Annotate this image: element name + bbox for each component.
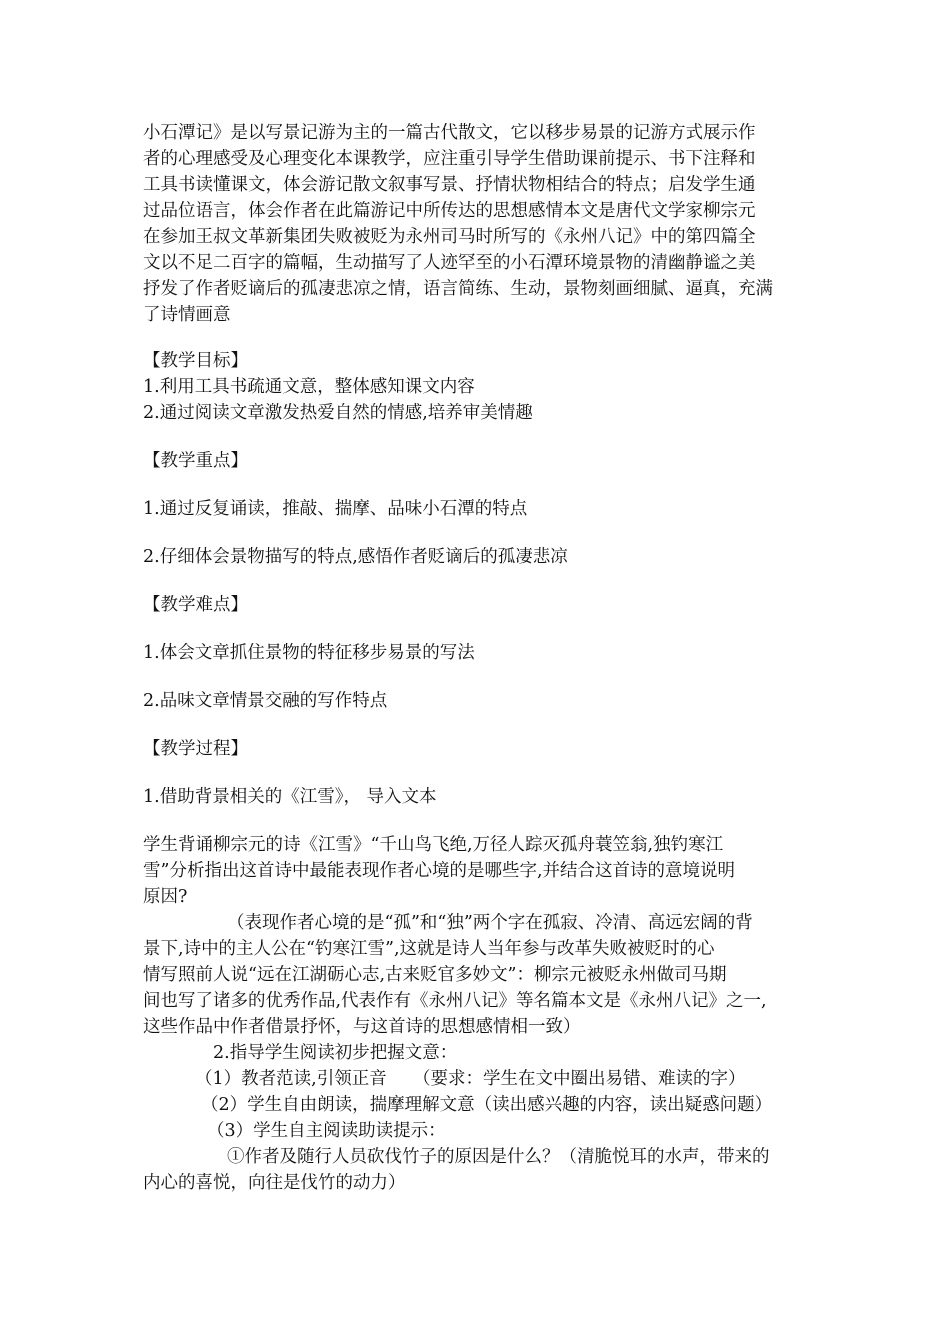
process-sub-1: （1）教者范读,引领正音 （要求：学生在文中圈出易错、难读的字） [195,1069,746,1089]
question-1-paragraph [143,1144,811,1196]
process-sub-3: （3）学生自主阅读助读提示： [207,1121,446,1141]
answer-line: 间也写了诸多的优秀作品,代表作有《永州八记》等名篇本文是《永州八记》之一, [143,991,767,1011]
intro-paragraph [143,120,811,328]
intro-line: 了诗情画意 [143,305,231,325]
intro-line: 在参加王叔文革新集团失败被贬为永州司马时所写的《永州八记》中的第四篇全 [143,227,756,247]
key-point-item: 2.仔细体会景物描写的特点,感悟作者贬谪后的孤凄悲凉 [143,547,568,567]
answer-line: （表现作者心境的是“孤”和“独”两个字在孤寂、冷清、高远宏阔的背 [227,913,753,933]
answer-paragraph [143,910,811,1040]
intro-line: 小石潭记》是以写景记游为主的一篇古代散文，它以移步易景的记游方式展示作 [143,123,756,143]
intro-line: 抒发了作者贬谪后的孤凄悲凉之情，语言简练、生动，景物刻画细腻、逼真，充满 [143,279,773,299]
process-step-1: 1.借助背景相关的《江雪》， 导入文本 [143,787,437,807]
difficulties-heading: 【教学难点】 [143,595,248,615]
question-line: 内心的喜悦，向往是伐竹的动力） [143,1173,406,1193]
key-point-item: 1.通过反复诵读，推敲、揣摩、品味小石潭的特点 [143,499,528,519]
process-sub-2: （2）学生自由朗读，揣摩理解文意（读出感兴趣的内容，读出疑惑问题） [201,1095,773,1115]
question-line: ①作者及随行人员砍伐竹子的原因是什么？（清脆悦耳的水声，带来的 [227,1147,770,1167]
intro-line: 文以不足二百字的篇幅，生动描写了人迹罕至的小石潭环境景物的清幽静谧之美 [143,253,756,273]
difficulty-item: 1.体会文章抓住景物的特征移步易景的写法 [143,643,475,663]
goal-item: 2.通过阅读文章激发热爱自然的情感,培养审美情趣 [143,403,533,423]
goal-item: 1.利用工具书疏通文意，整体感知课文内容 [143,377,475,397]
answer-line: 景下,诗中的主人公在“钓寒江雪”,这就是诗人当年参与改革失败被贬时的心 [143,939,715,959]
answer-line: 这些作品中作者借景抒怀，与这首诗的思想感情相一致） [143,1017,581,1037]
difficulty-item: 2.品味文章情景交融的写作特点 [143,691,388,711]
intro-line: 者的心理感受及心理变化本课教学，应注重引导学生借助课前提示、书下注释和 [143,149,756,169]
process-heading: 【教学过程】 [143,739,248,759]
recite-line: 原因? [143,887,188,907]
document-page [143,120,811,1196]
recite-line: 雪”分析指出这首诗中最能表现作者心境的是哪些字,并结合这首诗的意境说明 [143,861,736,881]
goals-heading: 【教学目标】 [143,351,248,371]
recite-line: 学生背诵柳宗元的诗《江雪》“千山鸟飞绝,万径人踪灭孤舟蓑笠翁,独钓寒江 [143,835,724,855]
process-step-2: 2.指导学生阅读初步把握文意： [213,1043,458,1063]
recite-paragraph [143,832,811,910]
answer-line: 情写照前人说“远在江湖砺心志,古来贬官多妙文”：柳宗元被贬永州做司马期 [143,965,727,985]
intro-line: 过品位语言，体会作者在此篇游记中所传达的思想感情本文是唐代文学家柳宗元 [143,201,756,221]
intro-line: 工具书读懂课文，体会游记散文叙事写景、抒情状物相结合的特点；启发学生通 [143,175,756,195]
key-points-heading: 【教学重点】 [143,451,248,471]
